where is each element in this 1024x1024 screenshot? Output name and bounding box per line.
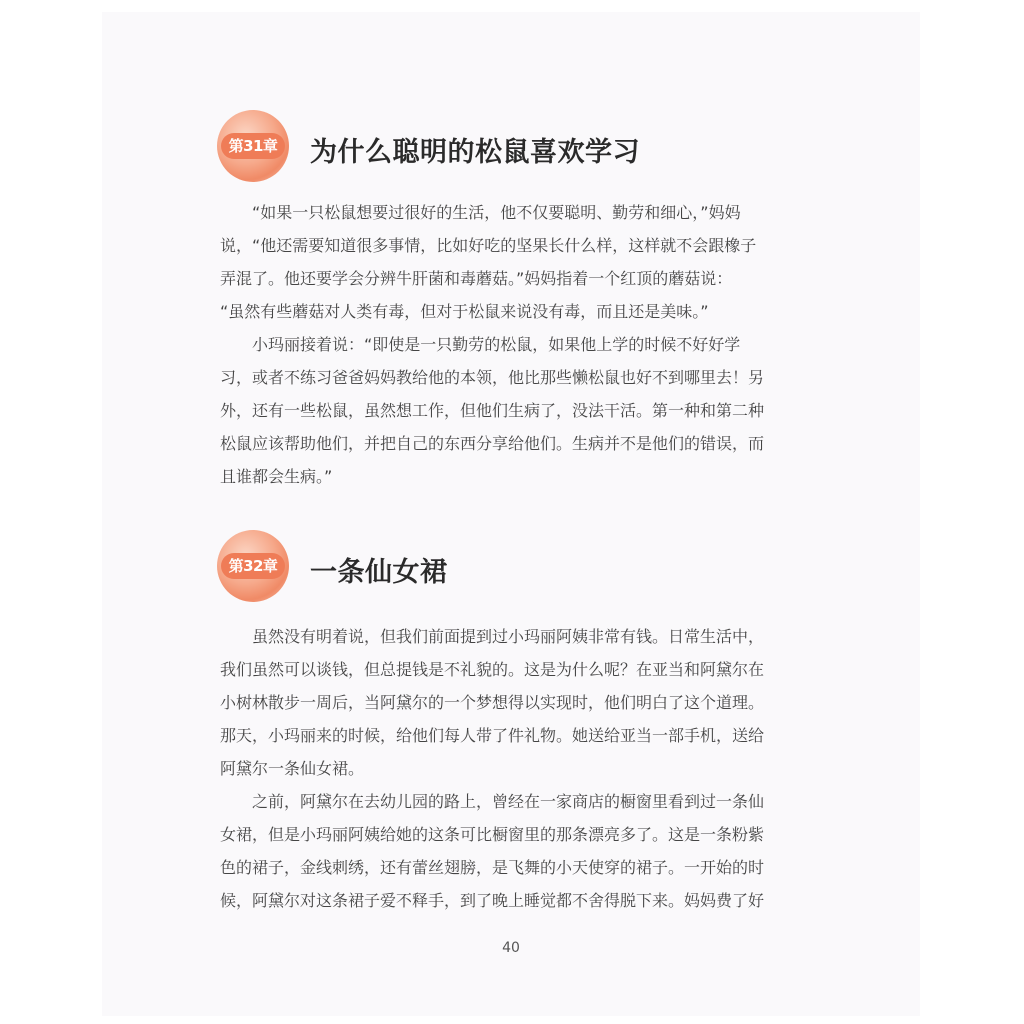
chapter-heading — [102, 528, 920, 604]
paragraph — [220, 620, 860, 785]
chapter-title: 一条仙女裙 — [310, 557, 448, 588]
text-line: 女裙，但是小玛丽阿姨给她的这条可比橱窗里的那条漂亮多了。这是一条粉紫 — [220, 825, 765, 844]
paragraph — [220, 785, 860, 917]
text-line: “如果一只松鼠想要过很好的生活，他不仅要聪明、勤劳和细心，”妈妈 — [252, 203, 741, 222]
chapter-number-label: 第32章 — [221, 553, 285, 579]
text-line: 说，“他还需要知道很多事情，比如好吃的坚果长什么样，这样就不会跟橡子 — [220, 236, 757, 255]
text-line: 且谁都会生病。” — [220, 467, 333, 486]
chapter-heading — [102, 108, 920, 184]
text-line: 那天，小玛丽来的时候，给他们每人带了件礼物。她送给亚当一部手机，送给 — [220, 726, 765, 745]
text-line: 小玛丽接着说：“即使是一只勤劳的松鼠，如果他上学的时候不好好学 — [252, 335, 741, 354]
text-line: 阿黛尔一条仙女裙。 — [220, 759, 365, 778]
text-line: 候，阿黛尔对这条裙子爱不释手，到了晚上睡觉都不舍得脱下来。妈妈费了好 — [220, 891, 765, 910]
book-page — [102, 12, 920, 1016]
chapter-number-label: 第31章 — [221, 133, 285, 159]
chapter-badge — [217, 110, 289, 182]
text-line: 外，还有一些松鼠，虽然想工作，但他们生病了，没法干活。第一种和第二种 — [220, 401, 765, 420]
text-line: “虽然有些蘑菇对人类有毒，但对于松鼠来说没有毒，而且还是美味。” — [220, 302, 709, 321]
chapter-body — [220, 620, 860, 917]
page-number: 40 — [502, 940, 520, 956]
text-line: 我们虽然可以谈钱，但总提钱是不礼貌的。这是为什么呢？在亚当和阿黛尔在 — [220, 660, 765, 679]
text-line: 小树林散步一周后，当阿黛尔的一个梦想得以实现时，他们明白了这个道理。 — [220, 693, 765, 712]
text-line: 习，或者不练习爸爸妈妈教给他的本领，他比那些懒松鼠也好不到哪里去！另 — [220, 368, 765, 387]
chapter-31 — [102, 108, 920, 486]
text-line: 虽然没有明着说，但我们前面提到过小玛丽阿姨非常有钱。日常生活中， — [252, 627, 765, 646]
text-line: 松鼠应该帮助他们，并把自己的东西分享给他们。生病并不是他们的错误，而 — [220, 434, 765, 453]
chapter-badge — [217, 530, 289, 602]
paragraph — [220, 196, 860, 328]
chapter-title: 为什么聪明的松鼠喜欢学习 — [310, 137, 640, 168]
chapter-body — [220, 196, 860, 493]
text-line: 色的裙子，金线刺绣，还有蕾丝翅膀，是飞舞的小天使穿的裙子。一开始的时 — [220, 858, 765, 877]
text-line: 之前，阿黛尔在去幼儿园的路上，曾经在一家商店的橱窗里看到过一条仙 — [252, 792, 765, 811]
text-line: 弄混了。他还要学会分辨牛肝菌和毒蘑菇。”妈妈指着一个红顶的蘑菇说： — [220, 269, 733, 288]
paragraph — [220, 328, 860, 493]
chapter-32 — [102, 528, 920, 910]
